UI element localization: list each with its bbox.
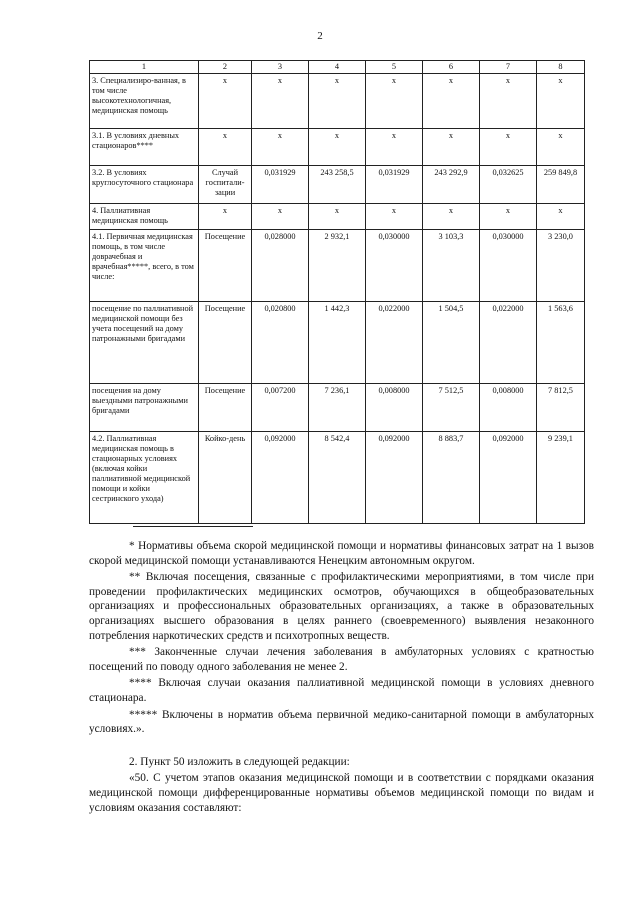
row-label: посещение по паллиативной медицинской помощи без учета посещений на дому патронажными бригадами xyxy=(90,302,199,384)
table-cell: 0,028000 xyxy=(252,230,309,302)
table-row xyxy=(90,204,585,230)
table-cell: х xyxy=(423,129,480,166)
row-label: 4. Паллиативная медицинская помощь xyxy=(90,204,199,230)
table-cell: 0,008000 xyxy=(366,384,423,432)
table-cell: 0,008000 xyxy=(480,384,537,432)
row-label: 4.2. Паллиативная медицинская помощь в стационарных условиях (включая койки паллиативной медицинской помощи и койки сестринского ухода) xyxy=(90,432,199,524)
page-number: 2 xyxy=(317,30,323,42)
table-row xyxy=(90,302,585,384)
row-label: 4.1. Первичная медицинская помощь, в том числе доврачебная и врачебная*****, всего, в том числе: xyxy=(90,230,199,302)
header-cell: 2 xyxy=(199,61,252,74)
table-cell: х xyxy=(537,129,585,166)
table-row xyxy=(90,230,585,302)
table-cell: х xyxy=(199,129,252,166)
table-cell: 8 883,7 xyxy=(423,432,480,524)
table-cell: х xyxy=(199,204,252,230)
table-cell: х xyxy=(252,74,309,129)
table-cell: Койко-день xyxy=(199,432,252,524)
table-cell: 0,032625 xyxy=(480,166,537,204)
footnotes-block xyxy=(89,539,594,817)
table-row xyxy=(90,166,585,204)
header-cell: 5 xyxy=(366,61,423,74)
table-cell: 0,020800 xyxy=(252,302,309,384)
row-label: 3.1. В условиях дневных стационаров**** xyxy=(90,129,199,166)
table-cell: х xyxy=(423,74,480,129)
norms-table xyxy=(89,60,585,524)
table-row xyxy=(90,384,585,432)
table-cell: 0,031929 xyxy=(252,166,309,204)
table-cell: х xyxy=(366,129,423,166)
table-cell: 0,022000 xyxy=(480,302,537,384)
header-cell: 7 xyxy=(480,61,537,74)
table-cell: х xyxy=(309,74,366,129)
table-cell: 1 563,6 xyxy=(537,302,585,384)
footnote: ** Включая посещения, связанные с профилактическими мероприятиями, в том числе при проведении профилактических медицинских осмотров, обучающихся в общеобразовательных организациях и профессиональных образовательных организациях, а также в образовательных организациях высшего образования в целях раннего (своевременного) выявления незаконного потребления наркотических средств и психотропных веществ. xyxy=(89,571,594,642)
table-cell: х xyxy=(366,74,423,129)
header-cell: 8 xyxy=(537,61,585,74)
row-label: посещения на дому выездными патронажными бригадами xyxy=(90,384,199,432)
table-cell: 7 512,5 xyxy=(423,384,480,432)
table-cell: х xyxy=(366,204,423,230)
table-cell: 7 812,5 xyxy=(537,384,585,432)
table-cell: 0,092000 xyxy=(480,432,537,524)
table-cell: 9 239,1 xyxy=(537,432,585,524)
table-cell: Посещение xyxy=(199,302,252,384)
table-cell: х xyxy=(252,129,309,166)
footnote: * Нормативы объема скорой медицинской помощи и нормативы финансовых затрат на 1 вызов скорой медицинской помощи устанавливаются Ненецким автономным округом. xyxy=(89,540,594,567)
footnote-separator xyxy=(133,526,253,527)
row-label: 3. Специализиро-ванная, в том числе высокотехнологичная, медицинская помощь xyxy=(90,74,199,129)
table-cell: 0,007200 xyxy=(252,384,309,432)
table-cell: х xyxy=(309,129,366,166)
table-cell: х xyxy=(252,204,309,230)
row-label: 3.2. В условиях круглосуточного стационара xyxy=(90,166,199,204)
amendment-text: «50. С учетом этапов оказания медицинской помощи и в соответствии с порядками оказания медицинской помощи дифференцированные нормативы объемов медицинской помощи по видам и условиям оказания составляют: xyxy=(89,772,594,814)
footnote: ***** Включены в норматив объема первичной медико-санитарной помощи в амбулаторных условиях.». xyxy=(89,708,594,736)
table-cell: Посещение xyxy=(199,230,252,302)
table-cell: 243 258,5 xyxy=(309,166,366,204)
table-cell: х xyxy=(537,204,585,230)
table-cell: х xyxy=(480,129,537,166)
header-cell: 6 xyxy=(423,61,480,74)
table-cell: х xyxy=(199,74,252,129)
table-cell: 8 542,4 xyxy=(309,432,366,524)
header-cell: 3 xyxy=(252,61,309,74)
table-cell: 0,030000 xyxy=(480,230,537,302)
table-cell: 0,092000 xyxy=(366,432,423,524)
table-cell: 0,022000 xyxy=(366,302,423,384)
header-cell: 1 xyxy=(90,61,199,74)
table-row xyxy=(90,129,585,166)
table-cell: 7 236,1 xyxy=(309,384,366,432)
table-cell: 0,030000 xyxy=(366,230,423,302)
table-cell: 3 103,3 xyxy=(423,230,480,302)
table-cell: х xyxy=(309,204,366,230)
table-cell: 1 504,5 xyxy=(423,302,480,384)
table-cell: Посещение xyxy=(199,384,252,432)
table-cell: 1 442,3 xyxy=(309,302,366,384)
header-cell: 4 xyxy=(309,61,366,74)
table-cell: 243 292,9 xyxy=(423,166,480,204)
amendment-item: 2. Пункт 50 изложить в следующей редакции: xyxy=(129,755,350,768)
footnote: **** Включая случаи оказания паллиативной медицинской помощи в условиях дневного стационара. xyxy=(89,677,594,704)
table-cell: 3 230,0 xyxy=(537,230,585,302)
table-row xyxy=(90,74,585,129)
table-cell: х xyxy=(423,204,480,230)
table-cell: 0,031929 xyxy=(366,166,423,204)
table-cell: Случай госпитали-зации xyxy=(199,166,252,204)
table-cell: х xyxy=(537,74,585,129)
table-cell: 0,092000 xyxy=(252,432,309,524)
table-cell: 2 932,1 xyxy=(309,230,366,302)
table-row xyxy=(90,432,585,524)
table-cell: х xyxy=(480,204,537,230)
table-cell: х xyxy=(480,74,537,129)
table-header-row xyxy=(90,61,585,74)
table-cell: 259 849,8 xyxy=(537,166,585,204)
footnote: *** Законченные случаи лечения заболевания в амбулаторных условиях с кратностью посещений по поводу одного заболевания не менее 2. xyxy=(89,646,594,673)
